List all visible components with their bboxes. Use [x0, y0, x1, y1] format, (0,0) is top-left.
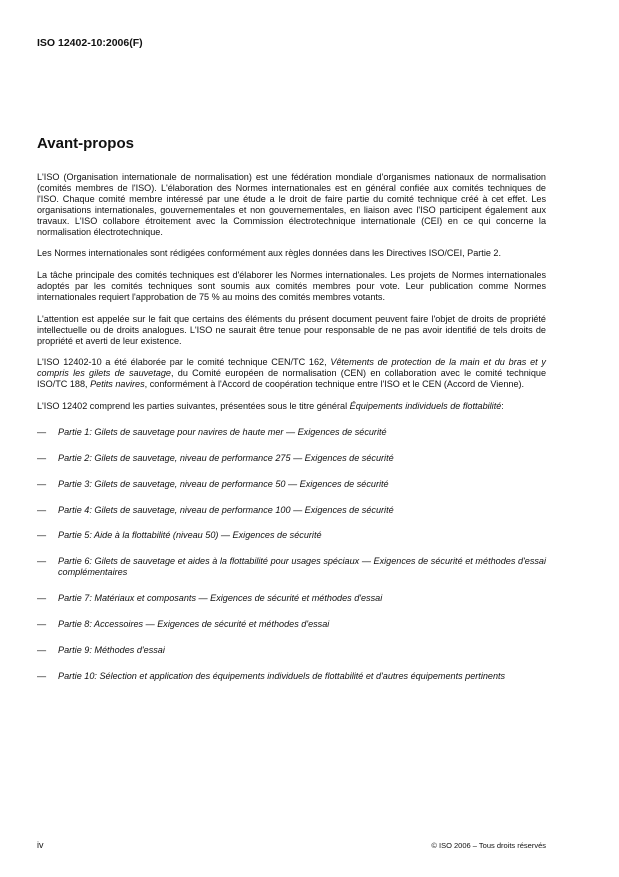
list-item [37, 479, 546, 490]
paragraph-patent-notice: L'attention est appelée sur le fait que certains des éléments du présent document peuvent faire l'objet de droits de propriété intellectuelle ou de droits analogues. L'ISO ne saurait être tenue pour responsable de ne pas avoir identifié de tels droits de propriété et averti de leur existence. [37, 313, 546, 346]
committee-title-iso: Petits navires [90, 379, 145, 390]
part-label: Partie 8: Accessoires — Exigences de sécurité et méthodes d'essai [58, 619, 330, 630]
list-item [37, 619, 546, 630]
part-label: Partie 2: Gilets de sauvetage, niveau de performance 275 — Exigences de sécurité [58, 452, 394, 463]
dash-bullet: — [37, 504, 47, 515]
paragraph-iso-intro: L'ISO (Organisation internationale de normalisation) est une fédération mondiale d'organismes nationaux de normalisation (comités membres de l'ISO). L'élaboration des Normes internationales est en général confiée aux comités techniques de l'ISO. Chaque comité membre intéressé par une étude a le droit de faire partie du comité technique créé à cet effet. Les organisations internationales, gouvernementales et non gouvernementales, en liaison avec l'ISO participent également aux travaux. L'ISO collabore étroitement avec la Commission électrotechnique internationale (CEI) en ce qui concerne la normalisation électrotechnique. [37, 172, 546, 237]
parts-list [37, 427, 546, 682]
copyright-notice: © ISO 2006 – Tous droits réservés [431, 841, 546, 850]
paragraph-parts-intro [37, 401, 546, 412]
list-item [37, 505, 546, 516]
list-item [37, 427, 546, 438]
dash-bullet: — [37, 478, 47, 489]
document-id: ISO 12402-10:2006(F) [37, 37, 143, 49]
dash-bullet: — [37, 593, 47, 604]
list-item [37, 556, 546, 578]
paragraph-main-task: La tâche principale des comités techniques est d'élaborer les Normes internationales. Les projets de Normes internationales adoptés par les comités techniques sont soumis aux comités membres pour vote. Leur publication comme Normes internationales requiert l'approbation de 75 % au moins des comités membres votants. [37, 270, 546, 302]
part-label: Partie 5: Aide à la flottabilité (niveau 50) — Exigences de sécurité [58, 530, 322, 541]
paragraph-directives: Les Normes internationales sont rédigées conformément aux règles données dans les Directives ISO/CEI, Partie 2. [37, 248, 502, 259]
elaboration-text-2: , du Comité européen de normalisation (CEN) en collaboration avec le comité technique ISO/TC 188, [37, 368, 547, 390]
dash-bullet: — [37, 645, 47, 656]
list-item [37, 453, 546, 464]
part-label: Partie 4: Gilets de sauvetage, niveau de performance 100 — Exigences de sécurité [58, 504, 394, 515]
list-item [37, 593, 546, 604]
dash-bullet: — [37, 619, 47, 630]
part-label: Partie 9: Méthodes d'essai [58, 645, 165, 656]
part-label: Partie 3: Gilets de sauvetage, niveau de performance 50 — Exigences de sécurité [58, 478, 389, 489]
elaboration-text-1: L'ISO 12402-10 a été élaborée par le comité technique CEN/TC 162, [37, 357, 331, 368]
dash-bullet: — [37, 452, 47, 463]
list-item [37, 645, 546, 656]
dash-bullet: — [37, 426, 47, 437]
paragraph-elaboration [37, 357, 546, 390]
dash-bullet: — [37, 530, 47, 541]
parts-intro-text: L'ISO 12402 comprend les parties suivantes, présentées sous le titre général [37, 400, 350, 411]
page-number: iv [37, 840, 44, 850]
dash-bullet: — [37, 670, 47, 681]
part-label: Partie 1: Gilets de sauvetage pour navires de haute mer — Exigences de sécurité [58, 426, 387, 437]
list-item [37, 530, 546, 541]
part-label: Partie 10: Sélection et application des équipements individuels de flottabilité et d'autres équipements pertinents [58, 670, 506, 681]
foreword-body [37, 172, 546, 697]
committee-title-cen: Vêtements de protection de la main et du bras et y compris les gilets de sauvetage [37, 357, 546, 379]
part-label: Partie 6: Gilets de sauvetage et aides à la flottabilité pour usages spéciaux — Exigences de sécurité et méthodes d'essai complémentaires [58, 556, 546, 578]
part-label: Partie 7: Matériaux et composants — Exigences de sécurité et méthodes d'essai [58, 593, 383, 604]
general-title: Équipements individuels de flottabilité [349, 400, 502, 411]
elaboration-text-3: , conformément à l'Accord de coopération technique entre l'ISO et le CEN (Accord de Vienne). [144, 379, 525, 390]
section-title: Avant-propos [37, 135, 134, 152]
list-item [37, 671, 546, 682]
parts-intro-colon: : [501, 400, 504, 411]
dash-bullet: — [37, 556, 47, 567]
